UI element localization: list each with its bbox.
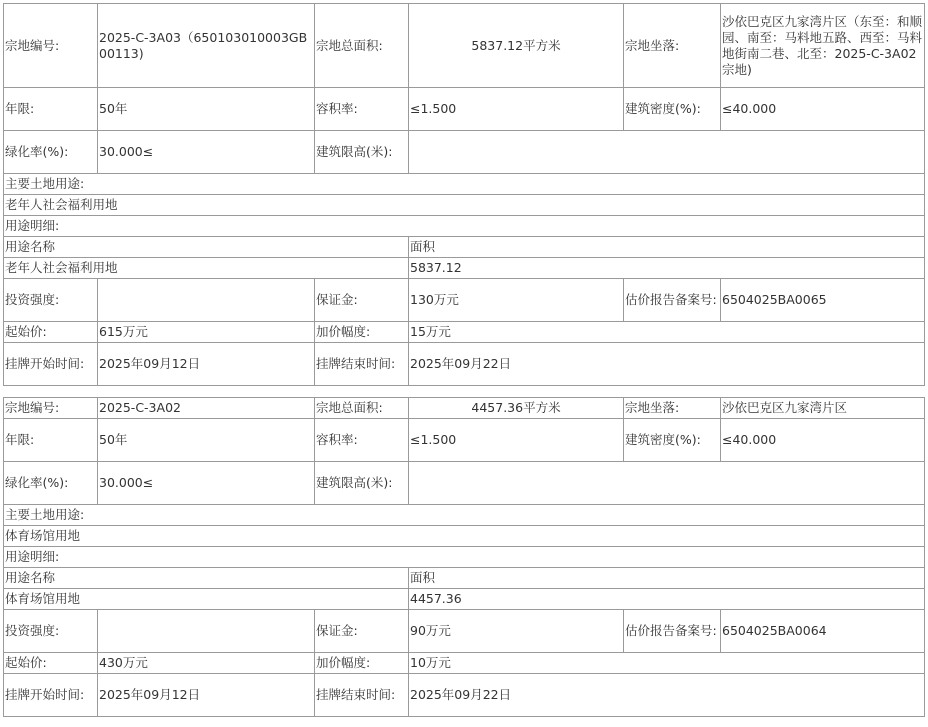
value-list-start: 2025年09月12日	[98, 674, 315, 717]
table-row	[4, 398, 925, 419]
parcel-table-2	[3, 397, 925, 717]
label-density: 建筑密度(%):	[624, 419, 721, 462]
label-greening: 绿化率(%):	[4, 131, 98, 174]
label-plot-ratio: 容积率:	[315, 419, 409, 462]
value-plot-ratio: ≤1.500	[409, 88, 624, 131]
label-appraisal: 估价报告备案号:	[624, 610, 721, 653]
value-list-start: 2025年09月12日	[98, 343, 315, 386]
label-start-price: 起始价:	[4, 653, 98, 674]
label-investment: 投资强度:	[4, 610, 98, 653]
value-list-end: 2025年09月22日	[409, 343, 925, 386]
value-start-price: 615万元	[98, 322, 315, 343]
value-parcel-no: 2025-C-3A03（650103010003GB00113)	[98, 4, 315, 88]
label-main-use: 主要土地用途:	[4, 505, 925, 526]
label-parcel-no: 宗地编号:	[4, 398, 98, 419]
label-plot-ratio: 容积率:	[315, 88, 409, 131]
value-height-limit	[409, 462, 925, 505]
value-plot-ratio: ≤1.500	[409, 419, 624, 462]
value-greening: 30.000≤	[98, 131, 315, 174]
label-density: 建筑密度(%):	[624, 88, 721, 131]
label-deposit: 保证金:	[315, 610, 409, 653]
table-row	[4, 343, 925, 386]
table-row	[4, 88, 925, 131]
value-deposit: 90万元	[409, 610, 624, 653]
value-increment: 15万元	[409, 322, 925, 343]
table-row	[4, 653, 925, 674]
value-location: 沙依巴克区九家湾片区	[721, 398, 925, 419]
label-start-price: 起始价:	[4, 322, 98, 343]
table-row	[4, 419, 925, 462]
table-row	[4, 674, 925, 717]
table-row	[4, 610, 925, 653]
table-row	[4, 4, 925, 88]
table-row	[4, 195, 925, 216]
value-use-area: 5837.12	[409, 258, 925, 279]
table-row	[4, 505, 925, 526]
parcel-table-1	[3, 3, 925, 386]
value-main-use: 老年人社会福利用地	[4, 195, 925, 216]
label-total-area: 宗地总面积:	[315, 398, 409, 419]
table-row	[4, 131, 925, 174]
value-parcel-no: 2025-C-3A02	[98, 398, 315, 419]
label-term: 年限:	[4, 88, 98, 131]
header-use-name: 用途名称	[4, 568, 409, 589]
label-term: 年限:	[4, 419, 98, 462]
value-location: 沙依巴克区九家湾片区（东至：和顺园、南至：马料地五路、西至：马料地街南二巷、北至：2025-C-3A02宗地)	[721, 4, 925, 88]
table-row	[4, 322, 925, 343]
value-density: ≤40.000	[721, 88, 925, 131]
label-list-start: 挂牌开始时间:	[4, 343, 98, 386]
value-density: ≤40.000	[721, 419, 925, 462]
header-use-name: 用途名称	[4, 237, 409, 258]
value-use-area: 4457.36	[409, 589, 925, 610]
table-row	[4, 237, 925, 258]
label-use-detail: 用途明细:	[4, 216, 925, 237]
value-appraisal: 6504025BA0064	[721, 610, 925, 653]
label-use-detail: 用途明细:	[4, 547, 925, 568]
table-row	[4, 174, 925, 195]
label-appraisal: 估价报告备案号:	[624, 279, 721, 322]
value-main-use: 体育场馆用地	[4, 526, 925, 547]
value-list-end: 2025年09月22日	[409, 674, 925, 717]
value-investment	[98, 279, 315, 322]
label-main-use: 主要土地用途:	[4, 174, 925, 195]
label-height-limit: 建筑限高(米):	[315, 131, 409, 174]
table-row	[4, 462, 925, 505]
label-location: 宗地坐落:	[624, 398, 721, 419]
table-row	[4, 279, 925, 322]
table-row	[4, 526, 925, 547]
label-increment: 加价幅度:	[315, 653, 409, 674]
value-term: 50年	[98, 419, 315, 462]
table-row	[4, 547, 925, 568]
value-total-area: 4457.36平方米	[409, 398, 624, 419]
label-height-limit: 建筑限高(米):	[315, 462, 409, 505]
value-total-area: 5837.12平方米	[409, 4, 624, 88]
label-deposit: 保证金:	[315, 279, 409, 322]
value-investment	[98, 610, 315, 653]
label-list-end: 挂牌结束时间:	[315, 343, 409, 386]
label-investment: 投资强度:	[4, 279, 98, 322]
table-row	[4, 568, 925, 589]
value-greening: 30.000≤	[98, 462, 315, 505]
table-row	[4, 216, 925, 237]
label-location: 宗地坐落:	[624, 4, 721, 88]
label-list-end: 挂牌结束时间:	[315, 674, 409, 717]
value-use-name: 体育场馆用地	[4, 589, 409, 610]
label-increment: 加价幅度:	[315, 322, 409, 343]
header-area: 面积	[409, 237, 925, 258]
label-list-start: 挂牌开始时间:	[4, 674, 98, 717]
header-area: 面积	[409, 568, 925, 589]
value-height-limit	[409, 131, 925, 174]
table-row	[4, 258, 925, 279]
value-deposit: 130万元	[409, 279, 624, 322]
value-use-name: 老年人社会福利用地	[4, 258, 409, 279]
value-term: 50年	[98, 88, 315, 131]
value-start-price: 430万元	[98, 653, 315, 674]
value-appraisal: 6504025BA0065	[721, 279, 925, 322]
label-greening: 绿化率(%):	[4, 462, 98, 505]
value-increment: 10万元	[409, 653, 925, 674]
label-parcel-no: 宗地编号:	[4, 4, 98, 88]
table-row	[4, 589, 925, 610]
label-total-area: 宗地总面积:	[315, 4, 409, 88]
